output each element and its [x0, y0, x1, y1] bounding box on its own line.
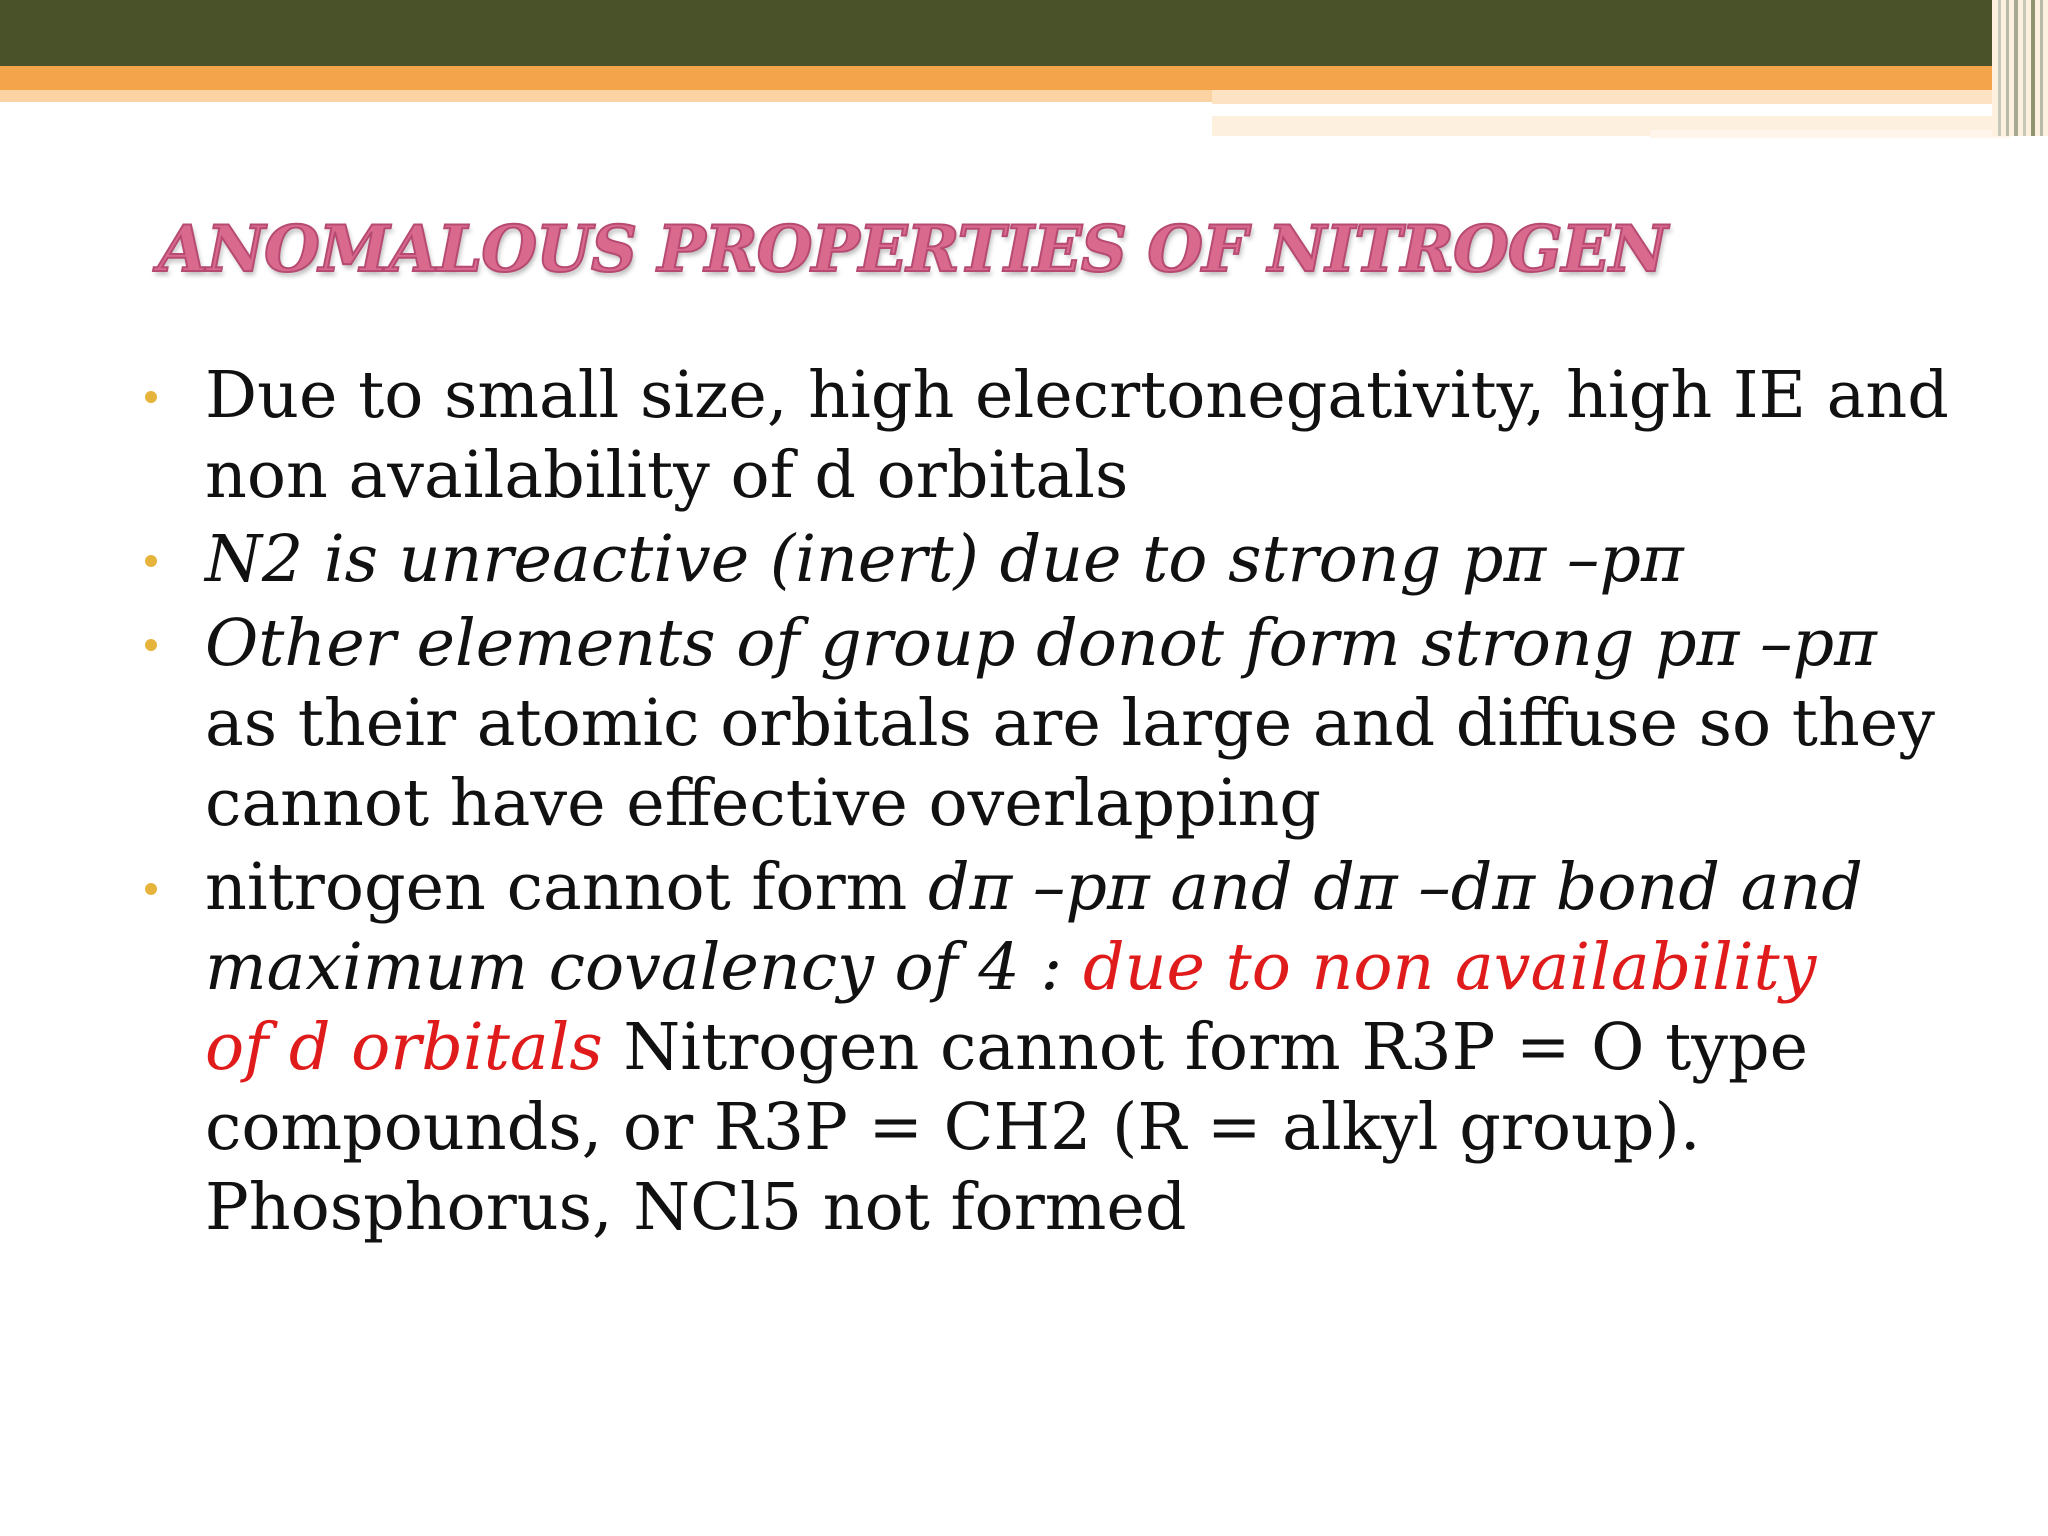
bullet-text-line: compounds, or R3P = CH2 (R = alkyl group). — [205, 1090, 1701, 1165]
bullet-item — [145, 604, 2025, 844]
bullet-dot — [145, 555, 157, 567]
text-italic: maximum covalency of 4 : — [205, 930, 1083, 1005]
header-band-highlight — [1212, 108, 1898, 114]
bullet-text-line: N2 is unreactive (inert) due to strong pπ –pπ — [205, 522, 1684, 597]
bullet-dot — [145, 639, 157, 651]
bullet-list — [145, 356, 2025, 1252]
bullet-text-line: cannot have effective overlapping — [205, 766, 1321, 841]
bullet-item — [145, 520, 2025, 600]
text-normal: Nitrogen cannot form R3P = O type — [602, 1010, 1809, 1085]
bullet-dot — [145, 883, 157, 895]
text-normal: nitrogen cannot form — [205, 850, 928, 925]
bullet-text-line: Due to small size, high elecrtonegativity, high IE and — [205, 358, 1949, 433]
bullet-text-line — [205, 928, 2025, 1008]
header-band-peach-right — [1212, 90, 2012, 104]
bullet-item — [145, 356, 2025, 516]
bullet-dot — [145, 391, 157, 403]
bullet-text-line: Phosphorus, NCl5 not formed — [205, 1170, 1187, 1245]
header-band-olive — [0, 0, 2048, 66]
slide-title: ANOMALOUS PROPERTIES OF NITROGEN — [158, 212, 1667, 287]
bullet-text-line: Other elements of group donot form strong pπ –pπ — [205, 606, 1877, 681]
bullet-text-line — [205, 848, 2025, 928]
text-emphasis-red: of d orbitals — [205, 1010, 603, 1085]
header-band-orange — [0, 66, 2048, 90]
bullet-item — [145, 848, 2025, 1248]
decorative-stripes — [1992, 0, 2048, 136]
bullet-text-line: as their atomic orbitals are large and diffuse so they — [205, 686, 1935, 761]
bullet-text-line — [205, 1008, 2025, 1088]
text-italic: dπ –pπ and dπ –dπ bond and — [927, 850, 1863, 925]
text-emphasis-red: due to non availability — [1082, 930, 1817, 1005]
header-band-cream — [1650, 130, 2010, 138]
bullet-text-line: non availability of d orbitals — [205, 438, 1129, 513]
header-band-peach — [0, 90, 1212, 102]
